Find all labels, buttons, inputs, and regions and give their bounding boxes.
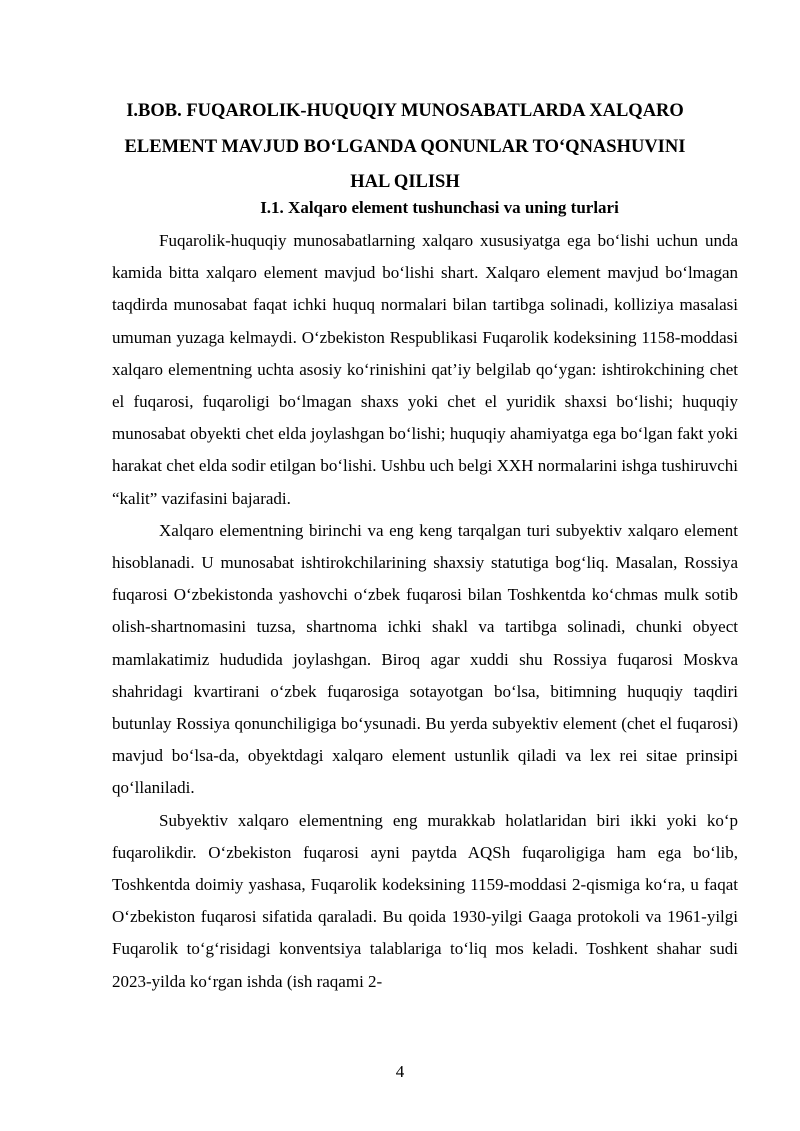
- paragraph: Fuqarolik-huquqiy munosabatlarning xalqaro xususiyatga ega bo‘lishi uchun unda kamida bitta xalqaro element mavjud bo‘lishi shart. Xalqaro element mavjud bo‘lmagan taqdirda munosabat faqat ichki huquq normalari bilan tartibga solinadi, kolliziya masalasi umuman yuzaga kelmaydi. O‘zbekiston Respublikasi Fuqarolik kodeksining 1158-moddasi xalqaro elementning uchta asosiy ko‘rinishini qat’iy belgilab qo‘ygan: ishtirokchining chet el fuqarosi, fuqaroligi bo‘lmagan shaxs yoki chet el yuridik shaxsi bo‘lishi; huquqiy munosabat obyekti chet elda joylashgan bo‘lishi; huquqiy ahamiyatga ega bo‘lgan fakt yoki harakat chet elda sodir etilgan bo‘lishi. Ushbu uch belgi XXH normalarini ishga tushiruvchi “kalit” vazifasini bajaradi.: [112, 231, 738, 508]
- section-title: I.1. Xalqaro element tushunchasi va uning turlari: [260, 198, 619, 217]
- chapter-title: I.BOB. FUQAROLIK-HUQUQIY MUNOSABATLARDA XALQARO ELEMENT MAVJUD BO‘LGANDA QONUNLAR TO‘QNASHUVINI HAL QILISH: [124, 101, 686, 192]
- body-text: [112, 225, 738, 998]
- paragraph: Subyektiv xalqaro elementning eng murakkab holatlaridan biri ikki yoki ko‘p fuqarolikdir. O‘zbekiston fuqarosi ayni paytda AQSh fuqaroligiga ham ega bo‘lib, Toshkentda doimiy yashasa, Fuqarolik kodeksining 1159-moddasi 2-qismiga ko‘ra, u faqat O‘zbekiston fuqarosi sifatida qaraladi. Bu qoida 1930-yilgi Gaaga protokoli va 1961-yilgi Fuqarolik to‘g‘risidagi konventsiya talablariga to‘liq mos keladi. Toshkent shahar sudi 2023-yilda ko‘rgan ishda (ish raqami 2-: [112, 810, 738, 991]
- page-number: 4: [395, 1062, 405, 1081]
- paragraph: Xalqaro elementning birinchi va eng keng tarqalgan turi subyektiv xalqaro element hisoblanadi. U munosabat ishtirokchilarining shaxsiy statutiga bog‘liq. Masalan, Rossiya fuqarosi O‘zbekistonda yashovchi o‘zbek fuqarosi bilan Toshkentda ko‘chmas mulk sotib olish-shartnomasini tuzsa, shartnoma ichki shakl va tartibga solinadi, chunki obyect mamlakatimiz hududida joylashgan. Biroq agar xuddi shu Rossiya fuqarosi Moskva shahridagi kvartirani o‘zbek fuqarosiga sotayotgan bo‘lsa, bitimning huquqiy taqdiri butunlay Rossiya qonunchiligiga bo‘ysunadi. Bu yerda subyektiv element (chet el fuqarosi) mavjud bo‘lsa-da, obyektdagi xalqaro element ustunlik qiladi va lex rei sitae prinsipi qo‘llaniladi.: [112, 520, 738, 798]
